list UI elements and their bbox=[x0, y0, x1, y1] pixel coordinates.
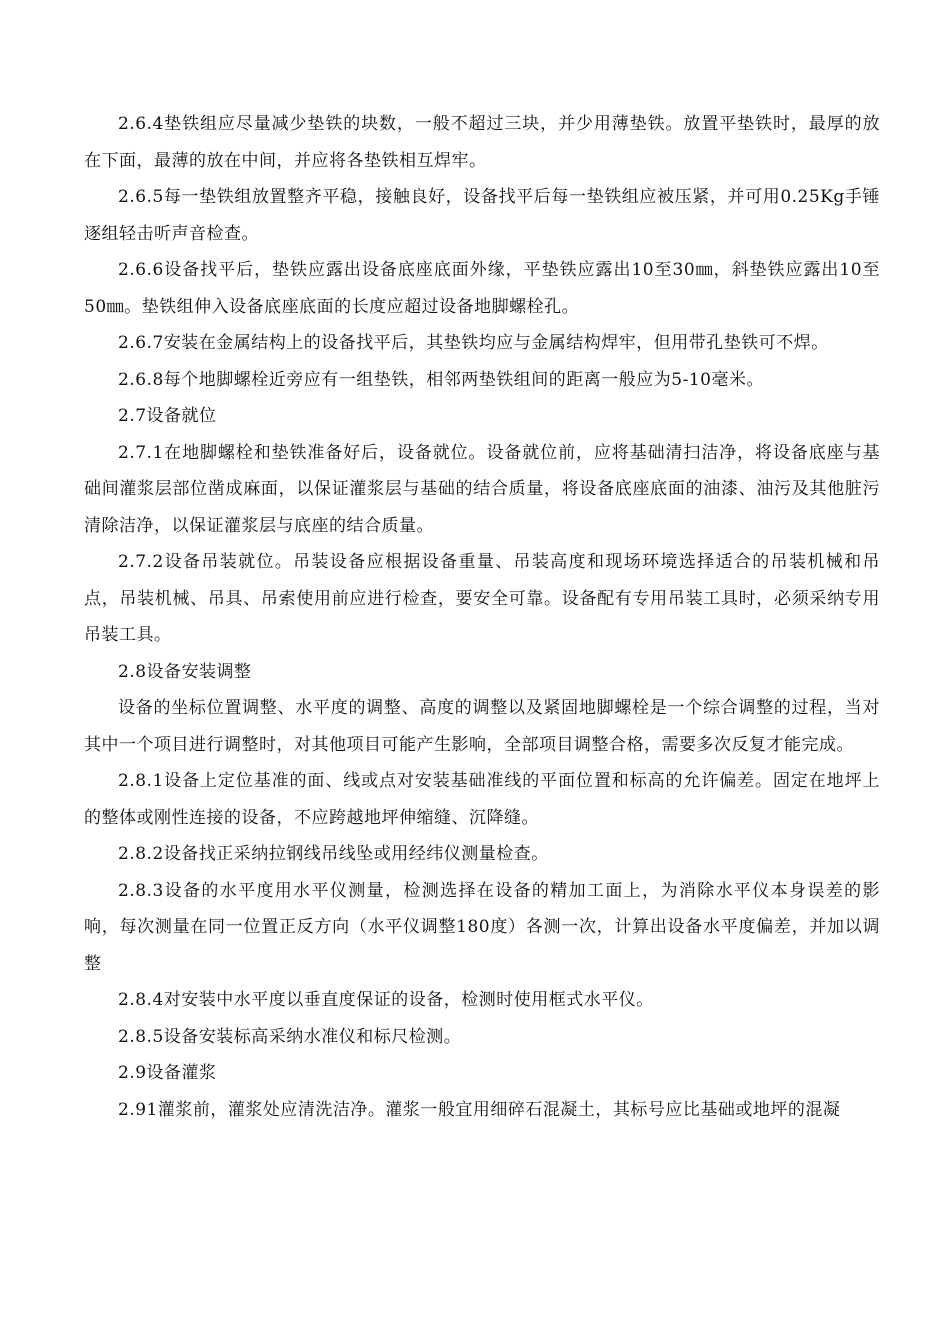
paragraph-2-6-5: 2.6.5每一垫铁组放置整齐平稳，接触良好，设备找平后每一垫铁组应被压紧，并可用0.25Kg手锤逐组轻击听声音检查。 bbox=[84, 187, 880, 244]
paragraph-2-6-7: 2.6.7安装在金属结构上的设备找平后，其垫铁均应与金属结构焊牢，但用带孔垫铁可不焊。 bbox=[118, 333, 829, 353]
document-body bbox=[84, 106, 880, 1128]
section-heading-2-8: 2.8设备安装调整 bbox=[118, 661, 252, 682]
paragraph-2-6-8: 2.6.8每个地脚螺栓近旁应有一组垫铁，相邻两垫铁组间的距离一般应为5-10毫米。 bbox=[118, 369, 764, 390]
paragraph-2-8-intro: 设备的坐标位置调整、水平度的调整、高度的调整以及紧固地脚螺栓是一个综合调整的过程，当对其中一个项目进行调整时，对其他项目可能产生影响，全部项目调整合格，需要多次反复才能完成。 bbox=[84, 698, 880, 755]
section-heading-2-7: 2.7设备就位 bbox=[118, 406, 217, 426]
paragraph-2-8-3: 2.8.3设备的水平度用水平仪测量，检测选择在设备的精加工面上，为消除水平仪本身误差的影响，每次测量在同一位置正反方向（水平仪调整180度）各测一次，计算出设备水平度偏差，并加以调整 bbox=[84, 880, 880, 974]
paragraph-2-6-4: 2.6.4垫铁组应尽量减少垫铁的块数，一般不超过三块，并少用薄垫铁。放置平垫铁时，最厚的放在下面，最薄的放在中间，并应将各垫铁相互焊牢。 bbox=[84, 114, 880, 171]
paragraph-2-8-4: 2.8.4对安装中水平度以垂直度保证的设备，检测时使用框式水平仪。 bbox=[118, 990, 654, 1010]
paragraph-2-9-1: 2.91灌浆前，灌浆处应清洗洁净。灌浆一般宜用细碎石混凝土，其标号应比基础或地坪的混凝 bbox=[118, 1099, 841, 1120]
section-heading-2-9: 2.9设备灌浆 bbox=[118, 1063, 217, 1083]
paragraph-2-6-6: 2.6.6设备找平后，垫铁应露出设备底座底面外缘，平垫铁应露出10至30㎜，斜垫铁应露出10至50㎜。垫铁组伸入设备底座底面的长度应超过设备地脚螺栓孔。 bbox=[84, 260, 880, 317]
paragraph-2-8-5: 2.8.5设备安装标高采纳水准仪和标尺检测。 bbox=[118, 1026, 462, 1047]
paragraph-2-7-2: 2.7.2设备吊装就位。吊装设备应根据设备重量、吊装高度和现场环境选择适合的吊装机械和吊点，吊装机械、吊具、吊索使用前应进行检查，要安全可靠。设备配有专用吊装工具时，必须采纳专用吊装工具。 bbox=[84, 552, 880, 645]
paragraph-2-8-2: 2.8.2设备找正采纳拉钢线吊线坠或用经纬仪测量检查。 bbox=[118, 844, 549, 864]
paragraph-2-8-1: 2.8.1设备上定位基准的面、线或点对安装基础准线的平面位置和标高的允许偏差。固定在地坪上的整体或刚性连接的设备，不应跨越地坪伸缩缝、沉降缝。 bbox=[84, 771, 880, 828]
paragraph-2-7-1: 2.7.1在地脚螺栓和垫铁准备好后，设备就位。设备就位前，应将基础清扫洁净，将设备底座与基础间灌浆层部位凿成麻面，以保证灌浆层与基础的结合质量，将设备底座底面的油漆、油污及其他脏污清除洁净，以保证灌浆层与底座的结合质量。 bbox=[84, 442, 880, 536]
